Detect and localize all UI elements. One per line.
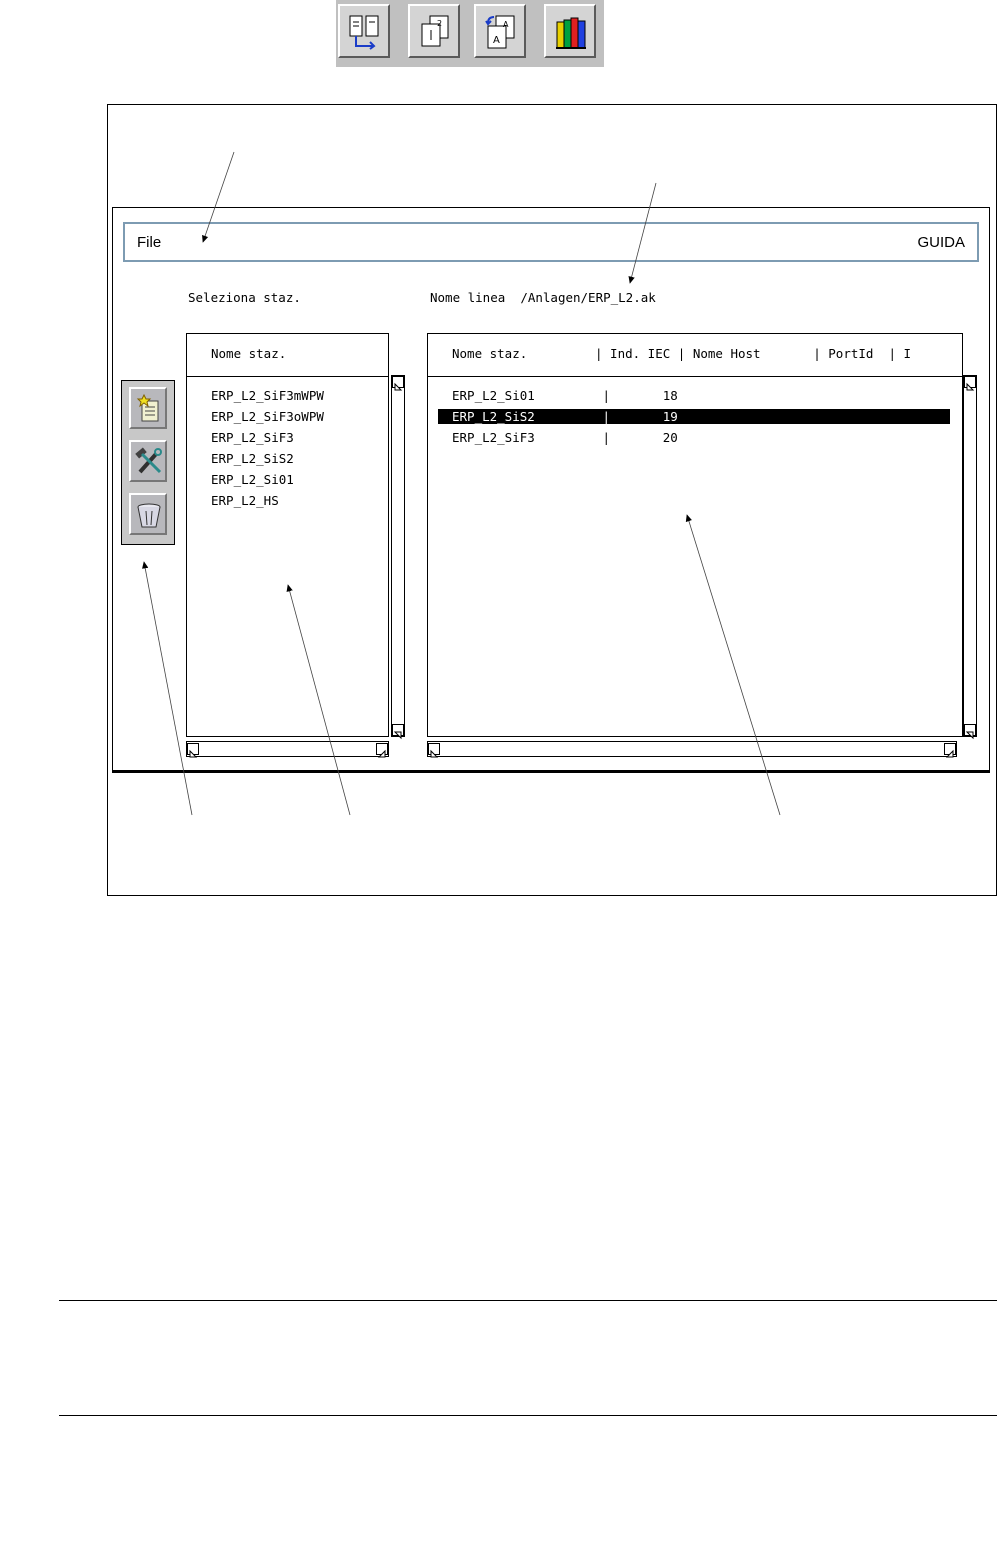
list-item[interactable]: ERP_L2_Si01	[211, 472, 294, 487]
table-row-selected[interactable]: ERP_L2_SiS2 | 19	[438, 409, 950, 424]
arrow-station-list	[288, 585, 350, 815]
list-item[interactable]: ERP_L2_SiF3	[211, 430, 294, 445]
arrow-menubar	[203, 152, 234, 242]
svg-text:A: A	[503, 20, 509, 29]
table-header: Nome staz. | Ind. IEC | Nome Host | PortId | I	[452, 346, 912, 361]
line-path-value: /Anlagen/ERP_L2.ak	[520, 290, 656, 305]
menu-file[interactable]: File	[137, 234, 162, 251]
table-row[interactable]: ERP_L2_SiF3 | 20	[452, 430, 678, 445]
line-name-caption: Nome linea	[430, 290, 506, 305]
list-item[interactable]: ERP_L2_SiS2	[211, 451, 294, 466]
station-list-header: Nome staz.	[211, 346, 287, 361]
svg-text:A: A	[493, 35, 500, 46]
table-row[interactable]: ERP_L2_Si01 | 18	[452, 388, 678, 403]
list-item[interactable]: ERP_L2_SiF3oWPW	[211, 409, 324, 424]
station-select-label: Seleziona staz.	[188, 290, 301, 305]
arrow-line-path	[630, 183, 656, 283]
list-item[interactable]: ERP_L2_SiF3mWPW	[211, 388, 324, 403]
menu-help[interactable]: GUIDA	[917, 234, 965, 251]
arrow-palette	[144, 562, 192, 815]
svg-text:2: 2	[437, 19, 443, 28]
page-rule-top	[59, 1300, 997, 1301]
arrow-station-table	[687, 515, 780, 815]
list-item[interactable]: ERP_L2_HS	[211, 493, 279, 508]
page-rule-bottom	[59, 1415, 997, 1416]
